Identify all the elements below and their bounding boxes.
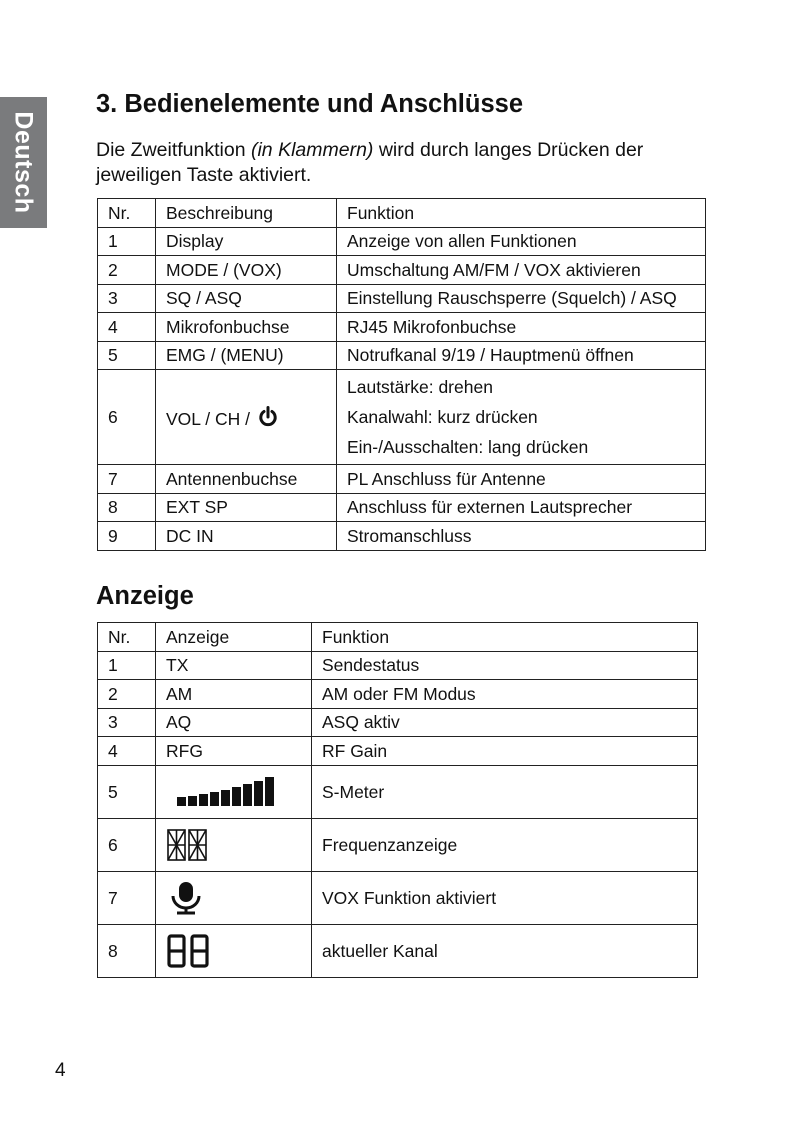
- table-row: [98, 284, 706, 313]
- table-row: [98, 227, 706, 256]
- intro-paragraph: [96, 138, 726, 188]
- header-display: Anzeige: [156, 623, 312, 652]
- table-row: [98, 370, 706, 465]
- function-line: Kanalwahl: kurz drücken: [347, 407, 538, 427]
- row-description: EMG / (MENU): [156, 341, 337, 370]
- row-function: Stromanschluss: [337, 522, 706, 551]
- table-row: [98, 708, 698, 737]
- section-title: 3. Bedienelemente und Anschlüsse: [96, 90, 524, 118]
- header-function: Funktion: [337, 199, 706, 228]
- microphone-icon: [166, 880, 206, 916]
- row-nr: 1: [98, 227, 156, 256]
- table-row: [98, 465, 706, 494]
- row-function: [337, 370, 706, 465]
- function-line: Lautstärke: drehen: [347, 377, 493, 397]
- table-header-row: [98, 199, 706, 228]
- row-nr: 3: [98, 708, 156, 737]
- header-nr: Nr.: [98, 199, 156, 228]
- row-nr: 1: [98, 651, 156, 680]
- row-function: Frequenzanzeige: [312, 818, 698, 871]
- table-row: [98, 341, 706, 370]
- intro-text-italic: (in Klammern): [250, 139, 374, 161]
- row-function: AM oder FM Modus: [312, 680, 698, 709]
- row-function: Anzeige von allen Funktionen: [337, 227, 706, 256]
- table-header-row: [98, 623, 698, 652]
- table-row: [98, 737, 698, 766]
- row-function: Notrufkanal 9/19 / Hauptmenü öffnen: [337, 341, 706, 370]
- row-nr: 9: [98, 522, 156, 551]
- signal-bars-icon: [166, 775, 278, 809]
- table-row: [98, 522, 706, 551]
- row-nr: 5: [98, 765, 156, 818]
- table-row: [98, 924, 698, 977]
- table-row: [98, 765, 698, 818]
- row-function: PL Anschluss für Antenne: [337, 465, 706, 494]
- row-description: Antennenbuchse: [156, 465, 337, 494]
- row-nr: 6: [98, 818, 156, 871]
- table-row: [98, 313, 706, 342]
- row-nr: 5: [98, 341, 156, 370]
- row-nr: 4: [98, 737, 156, 766]
- row-function: Einstellung Rauschsperre (Squelch) / ASQ: [337, 284, 706, 313]
- row-display: [156, 818, 312, 871]
- row-description: Display: [156, 227, 337, 256]
- language-tab-label: Deutsch: [10, 111, 39, 214]
- row-function: RJ45 Mikrofonbuchse: [337, 313, 706, 342]
- segment-display-icon: [166, 828, 210, 862]
- row-nr: 8: [98, 493, 156, 522]
- row-function: Sendestatus: [312, 651, 698, 680]
- row-description-text: VOL / CH /: [166, 408, 255, 429]
- table-row: [98, 493, 706, 522]
- row-function: aktueller Kanal: [312, 924, 698, 977]
- row-nr: 2: [98, 256, 156, 285]
- row-nr: 4: [98, 313, 156, 342]
- row-description: DC IN: [156, 522, 337, 551]
- row-nr: 8: [98, 924, 156, 977]
- table-row: [98, 818, 698, 871]
- header-function: Funktion: [312, 623, 698, 652]
- row-function: Umschaltung AM/FM / VOX aktivieren: [337, 256, 706, 285]
- row-function: Anschluss für externen Lautsprecher: [337, 493, 706, 522]
- display-section-title: Anzeige: [96, 582, 194, 610]
- row-display: TX: [156, 651, 312, 680]
- header-description: Beschreibung: [156, 199, 337, 228]
- row-nr: 3: [98, 284, 156, 313]
- row-display: [156, 765, 312, 818]
- table-row: [98, 256, 706, 285]
- header-nr: Nr.: [98, 623, 156, 652]
- row-function: VOX Funktion aktiviert: [312, 871, 698, 924]
- table-row: [98, 871, 698, 924]
- row-display: [156, 871, 312, 924]
- row-display: AQ: [156, 708, 312, 737]
- row-description: [156, 370, 337, 465]
- table-row: [98, 680, 698, 709]
- table-row: [98, 651, 698, 680]
- controls-table: [97, 198, 706, 551]
- row-nr: 7: [98, 871, 156, 924]
- row-display: RFG: [156, 737, 312, 766]
- row-display: AM: [156, 680, 312, 709]
- row-function: ASQ aktiv: [312, 708, 698, 737]
- row-nr: 2: [98, 680, 156, 709]
- display-table: [97, 622, 698, 978]
- row-description: MODE / (VOX): [156, 256, 337, 285]
- row-description: SQ / ASQ: [156, 284, 337, 313]
- row-function: S-Meter: [312, 765, 698, 818]
- power-icon: [258, 406, 278, 428]
- row-nr: 6: [98, 370, 156, 465]
- intro-text-start: Die Zweitfunktion: [96, 139, 251, 161]
- seven-segment-digits-icon: [166, 933, 212, 969]
- row-display: [156, 924, 312, 977]
- row-function: RF Gain: [312, 737, 698, 766]
- intro-text-end: wird durch langes Drücken der jeweiligen Taste aktiviert.: [96, 139, 644, 186]
- language-tab: [0, 97, 47, 228]
- row-description: Mikrofonbuchse: [156, 313, 337, 342]
- row-nr: 7: [98, 465, 156, 494]
- row-description: EXT SP: [156, 493, 337, 522]
- page-number: 4: [55, 1060, 66, 1081]
- function-line: Ein-/Ausschalten: lang drücken: [347, 437, 589, 457]
